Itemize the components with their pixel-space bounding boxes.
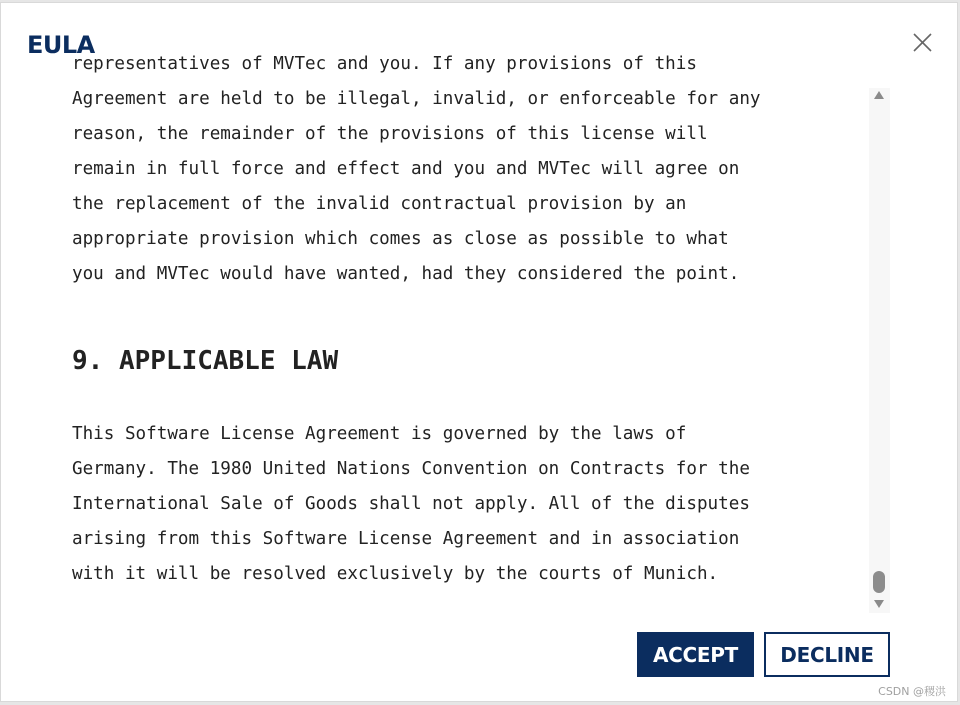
close-button[interactable] [909, 30, 935, 56]
section-heading-applicable-law: 9. APPLICABLE LAW [72, 346, 339, 376]
accept-button[interactable]: ACCEPT [637, 632, 754, 677]
decline-button[interactable]: DECLINE [764, 632, 890, 677]
close-icon [909, 30, 935, 56]
scrollbar-thumb[interactable] [873, 571, 885, 593]
partial-paragraph-line: representatives of MVTec and you. If any provisions of this [72, 54, 697, 74]
watermark-text: CSDN @稷洪 [878, 685, 946, 698]
paragraph-severability: Agreement are held to be illegal, invalid, or enforceable for any reason, the remainder of the provisions of this license will remain in full force and effect and you and MVTec will agree on the replacement of the invalid contractual provision by an appropriate provision which comes as close as possible to what you and MVTec would have wanted, had they considered the point. [72, 89, 761, 284]
vertical-scrollbar[interactable] [869, 88, 890, 613]
scroll-down-arrow-icon[interactable] [874, 600, 884, 608]
eula-dialog [0, 2, 958, 702]
paragraph-applicable-law: This Software License Agreement is governed by the laws of Germany. The 1980 United Nations Convention on Contracts for the International Sale of Goods shall not apply. All of the disputes arising from this Software License Agreement and in association with it will be resolved exclusively by the courts of Munich. [72, 424, 750, 584]
scroll-up-arrow-icon[interactable] [874, 91, 884, 99]
eula-text-area[interactable] [1, 54, 959, 612]
dialog-title: EULA [27, 31, 95, 59]
eula-content [72, 47, 852, 592]
